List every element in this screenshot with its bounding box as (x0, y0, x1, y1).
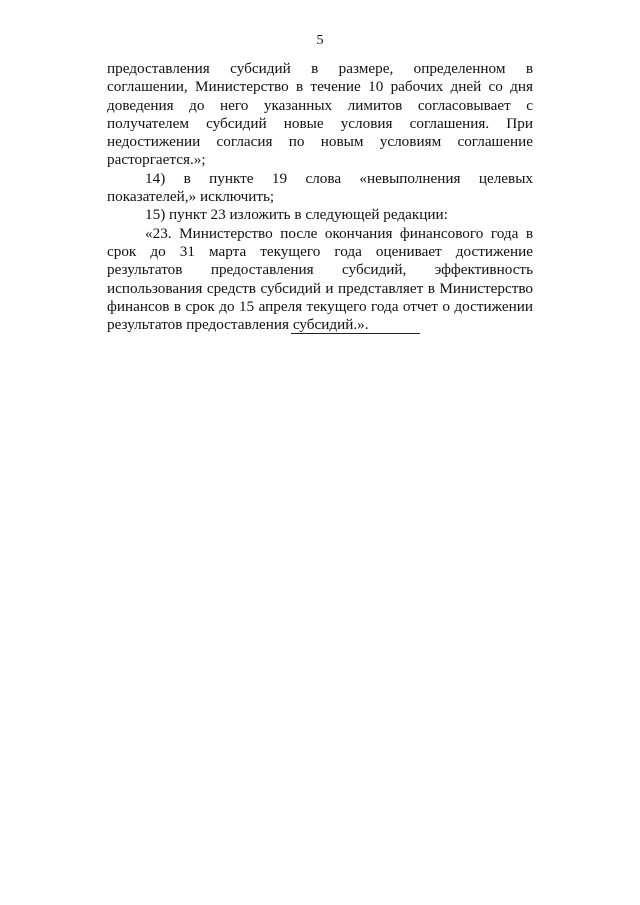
document-body (107, 60, 533, 334)
page-number: 5 (316, 33, 324, 48)
paragraph-item-14: 14) в пункте 19 слова «невыполнения целевых показателей,» исключить; (107, 169, 533, 206)
paragraph-clause-23: «23. Министерство после окончания финансового года в срок до 31 марта текущего года оценивает достижение результатов предоставления субсидий, эффективность использования средств субсидий и представляет в Министерство финансов в срок до 15 апреля текущего года отчет о достижении результатов предоставления субсидий.». (107, 224, 533, 334)
paragraph-continuation: предоставления субсидий в размере, определенном в соглашении, Министерство в течение 10 рабочих дней со дня доведения до него указанных лимитов согласовывает с получателем субсидий новые условия соглашения. При недостижении согласия по новым условиям соглашение расторгается.»; (107, 60, 533, 169)
end-of-text-rule (291, 333, 420, 334)
paragraph-item-15: 15) пункт 23 изложить в следующей редакции: (145, 206, 448, 224)
